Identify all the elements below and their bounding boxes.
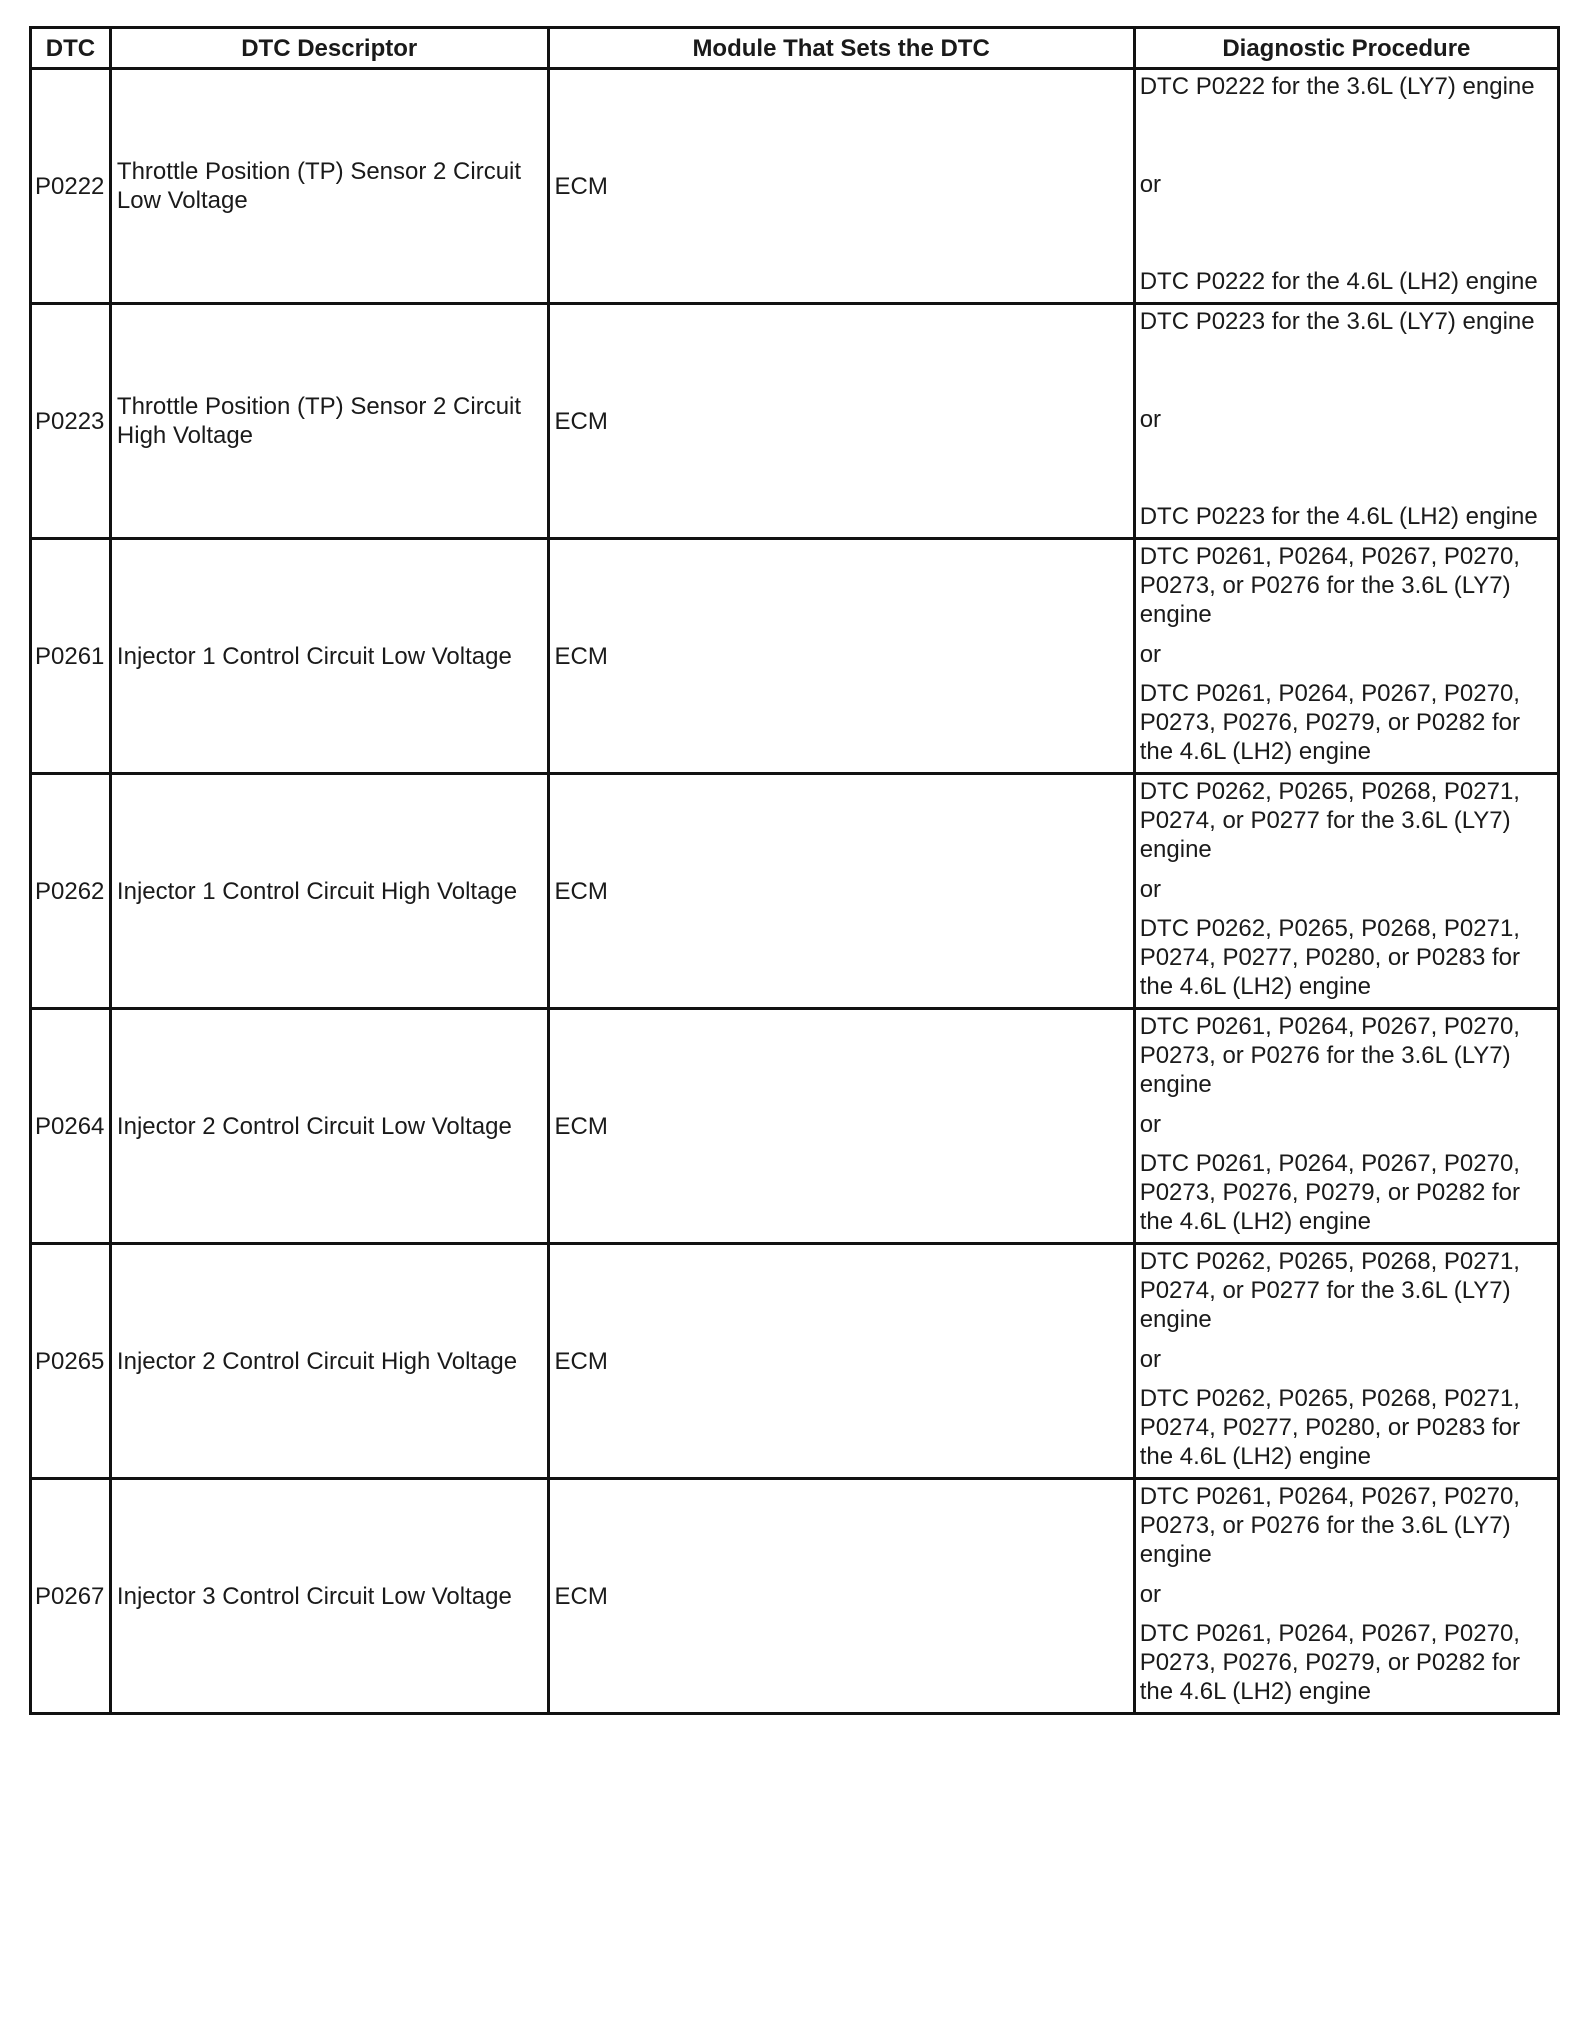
procedure-link-lh2[interactable]: DTC P0262, P0265, P0268, P0271, P0274, P0277, P0280, or P0283 for the 4.6L (LH2) engine bbox=[1139, 1385, 1520, 1470]
procedure-link-ly7[interactable]: DTC P0261, P0264, P0267, P0270, P0273, or P0276 for the 3.6L (LY7) engine bbox=[1139, 1013, 1520, 1098]
procedure-link-ly7[interactable]: DTC P0222 for the 3.6L (LY7) engine bbox=[1139, 73, 1535, 100]
procedure-link-lh2[interactable]: DTC P0261, P0264, P0267, P0270, P0273, P0276, P0279, or P0282 for the 4.6L (LH2) engine bbox=[1139, 1150, 1520, 1235]
dtc-code: P0262 bbox=[31, 774, 111, 1009]
procedure-or: or bbox=[1139, 405, 1162, 433]
procedure-link-ly7[interactable]: DTC P0261, P0264, P0267, P0270, P0273, or P0276 for the 3.6L (LY7) engine bbox=[1139, 543, 1520, 628]
procedure-or: or bbox=[1139, 1345, 1162, 1373]
table-row bbox=[31, 1479, 1559, 1714]
dtc-descriptor: Injector 2 Control Circuit High Voltage bbox=[110, 1244, 548, 1479]
dtc-code: P0264 bbox=[31, 1009, 111, 1244]
diagnostic-procedure bbox=[1134, 539, 1558, 774]
dtc-code: P0223 bbox=[31, 304, 111, 539]
procedure-or: or bbox=[1139, 1110, 1162, 1138]
diagnostic-procedure bbox=[1134, 1244, 1558, 1479]
procedure-link-lh2[interactable]: DTC P0261, P0264, P0267, P0270, P0273, P0276, P0279, or P0282 for the 4.6L (LH2) engine bbox=[1139, 680, 1520, 765]
dtc-code: P0261 bbox=[31, 539, 111, 774]
module-name: ECM bbox=[548, 1244, 1134, 1479]
procedure-or: or bbox=[1139, 875, 1162, 903]
procedure-link-lh2[interactable]: DTC P0222 for the 4.6L (LH2) engine bbox=[1139, 268, 1538, 295]
header-row bbox=[31, 28, 1559, 69]
header-module: Module That Sets the DTC bbox=[548, 28, 1134, 69]
diagnostic-procedure bbox=[1134, 304, 1558, 539]
procedure-link-lh2[interactable]: DTC P0261, P0264, P0267, P0270, P0273, P0276, P0279, or P0282 for the 4.6L (LH2) engine bbox=[1139, 1620, 1520, 1705]
module-name: ECM bbox=[548, 774, 1134, 1009]
dtc-code: P0265 bbox=[31, 1244, 111, 1479]
table-body bbox=[31, 69, 1559, 1714]
procedure-link-ly7[interactable]: DTC P0262, P0265, P0268, P0271, P0274, or P0277 for the 3.6L (LY7) engine bbox=[1139, 778, 1520, 863]
table-row bbox=[31, 774, 1559, 1009]
header-dtc: DTC bbox=[31, 28, 111, 69]
module-name: ECM bbox=[548, 1479, 1134, 1714]
dtc-code: P0267 bbox=[31, 1479, 111, 1714]
procedure-link-lh2[interactable]: DTC P0223 for the 4.6L (LH2) engine bbox=[1139, 503, 1538, 530]
module-name: ECM bbox=[548, 69, 1134, 304]
diagnostic-procedure bbox=[1134, 774, 1558, 1009]
procedure-or: or bbox=[1139, 1580, 1162, 1608]
procedure-link-ly7[interactable]: DTC P0261, P0264, P0267, P0270, P0273, or P0276 for the 3.6L (LY7) engine bbox=[1139, 1483, 1520, 1568]
diagnostic-procedure bbox=[1134, 1479, 1558, 1714]
dtc-descriptor: Injector 1 Control Circuit High Voltage bbox=[110, 774, 548, 1009]
procedure-or: or bbox=[1139, 640, 1162, 668]
procedure-link-lh2[interactable]: DTC P0262, P0265, P0268, P0271, P0274, P0277, P0280, or P0283 for the 4.6L (LH2) engine bbox=[1139, 915, 1520, 1000]
table-row bbox=[31, 1244, 1559, 1479]
table-row bbox=[31, 69, 1559, 304]
dtc-code: P0222 bbox=[31, 69, 111, 304]
dtc-descriptor: Injector 3 Control Circuit Low Voltage bbox=[110, 1479, 548, 1714]
diagnostic-procedure bbox=[1134, 69, 1558, 304]
dtc-descriptor: Throttle Position (TP) Sensor 2 Circuit Low Voltage bbox=[110, 69, 548, 304]
module-name: ECM bbox=[548, 304, 1134, 539]
table-row bbox=[31, 1009, 1559, 1244]
table-row bbox=[31, 539, 1559, 774]
table-row bbox=[31, 304, 1559, 539]
module-name: ECM bbox=[548, 539, 1134, 774]
dtc-table bbox=[29, 26, 1560, 1715]
dtc-descriptor: Throttle Position (TP) Sensor 2 Circuit High Voltage bbox=[110, 304, 548, 539]
header-descriptor: DTC Descriptor bbox=[110, 28, 548, 69]
dtc-descriptor: Injector 1 Control Circuit Low Voltage bbox=[110, 539, 548, 774]
header-procedure: Diagnostic Procedure bbox=[1134, 28, 1558, 69]
module-name: ECM bbox=[548, 1009, 1134, 1244]
procedure-link-ly7[interactable]: DTC P0223 for the 3.6L (LY7) engine bbox=[1139, 308, 1535, 335]
procedure-or: or bbox=[1139, 170, 1162, 198]
diagnostic-procedure bbox=[1134, 1009, 1558, 1244]
dtc-descriptor: Injector 2 Control Circuit Low Voltage bbox=[110, 1009, 548, 1244]
procedure-link-ly7[interactable]: DTC P0262, P0265, P0268, P0271, P0274, or P0277 for the 3.6L (LY7) engine bbox=[1139, 1248, 1520, 1333]
table-header bbox=[31, 28, 1559, 69]
